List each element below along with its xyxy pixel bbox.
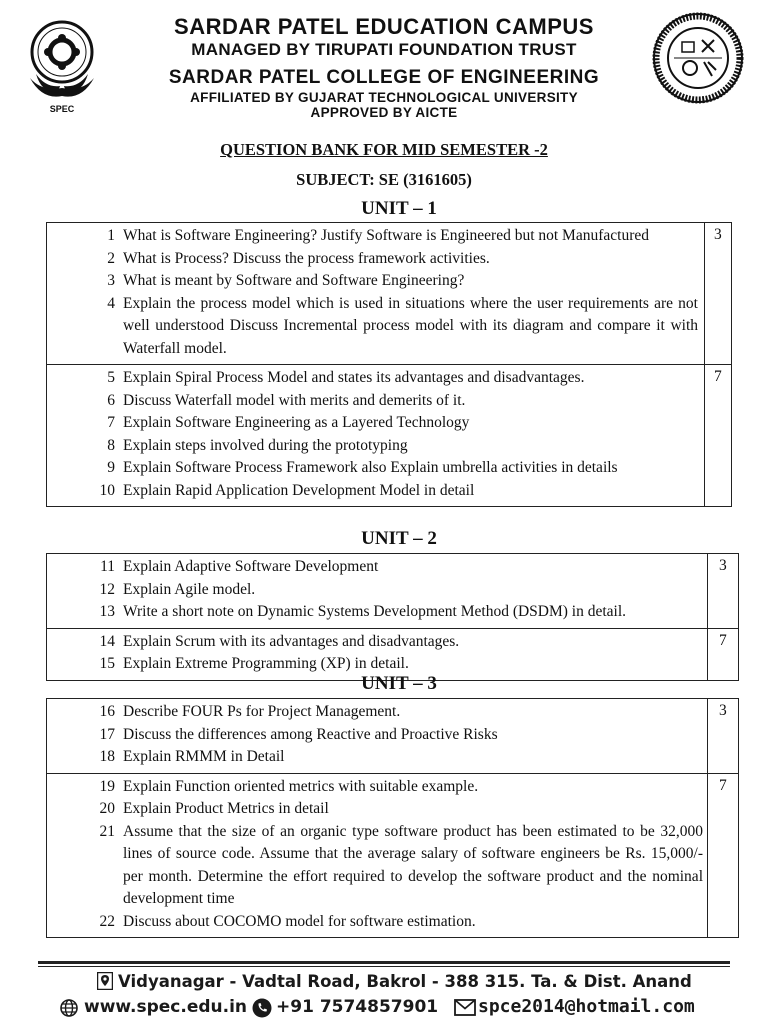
question-item (47, 724, 707, 747)
question-number: 7 (107, 414, 115, 431)
question-number: 18 (99, 748, 115, 765)
question-text: Explain Scrum with its advantages and disadvantages. (123, 632, 460, 650)
question-item (47, 631, 707, 654)
footer-divider-thin (38, 966, 730, 967)
table-row (47, 223, 732, 365)
question-item (47, 457, 704, 480)
question-text: Explain Software Engineering as a Layered Technology (123, 414, 470, 431)
question-number: 5 (107, 369, 115, 386)
subject-title: SUBJECT: SE (3161605) (296, 170, 472, 189)
unit-3-table (46, 698, 739, 938)
question-text: Explain Extreme Programming (XP) in detail. (123, 655, 409, 672)
footer-phone[interactable]: +91 7574857901 (276, 997, 439, 1017)
question-item (47, 601, 707, 624)
location-icon (97, 972, 113, 995)
question-item (47, 435, 704, 458)
footer-email[interactable]: spce2014@hotmail.com (478, 996, 695, 1017)
globe-icon (60, 999, 78, 1022)
unit-3-title: UNIT – 3 (361, 673, 437, 694)
question-number: 9 (107, 459, 115, 476)
question-item (47, 701, 707, 724)
question-text: Explain Adaptive Software Development (123, 558, 379, 575)
phone-icon (252, 998, 272, 1023)
approval: APPROVED BY AICTE (310, 105, 458, 120)
question-item (47, 367, 704, 390)
unit-2-table (46, 553, 739, 681)
unit-1-title: UNIT – 1 (361, 198, 437, 219)
question-item (47, 579, 707, 602)
question-text: Describe FOUR Ps for Project Management. (123, 703, 401, 720)
question-item (47, 798, 707, 821)
question-text: Explain Rapid Application Development Model in detail (123, 481, 475, 499)
question-number: 20 (99, 800, 115, 817)
mail-icon (454, 999, 476, 1021)
question-item (47, 293, 704, 361)
question-text: What is Process? Discuss the process framework activities. (123, 249, 490, 267)
question-number: 21 (99, 822, 115, 840)
question-number: 12 (99, 580, 115, 598)
question-number: 15 (99, 655, 115, 672)
question-number: 13 (99, 603, 115, 620)
question-text: Explain Agile model. (123, 580, 256, 598)
question-text: Discuss Waterfall model with merits and demerits of it. (123, 391, 466, 409)
trust-name: MANAGED BY TIRUPATI FOUNDATION TRUST (191, 40, 577, 59)
question-text: Explain RMMM in Detail (123, 748, 285, 765)
affiliation: AFFILIATED BY GUJARAT TECHNOLOGICAL UNIVERSITY (190, 90, 578, 105)
college-seal (652, 12, 744, 104)
marks-cell: 3 (707, 554, 738, 629)
question-item (47, 225, 704, 248)
question-number: 4 (107, 294, 115, 312)
question-number: 16 (99, 703, 115, 720)
table-row (47, 699, 739, 774)
table-row (47, 773, 739, 938)
question-number: 10 (99, 481, 115, 499)
question-number: 8 (107, 436, 115, 454)
question-number: 1 (107, 227, 115, 244)
page-title: QUESTION BANK FOR MID SEMESTER -2 (220, 140, 548, 159)
question-text: What is meant by Software and Software Engineering? (123, 272, 465, 289)
question-text: Explain Function oriented metrics with suitable example. (123, 777, 479, 795)
table-row (47, 554, 739, 629)
question-item (47, 390, 704, 413)
marks-cell: 7 (707, 773, 738, 938)
question-number: 19 (99, 777, 115, 795)
question-text: Explain steps involved during the prototyping (123, 436, 408, 454)
marks-cell: 7 (707, 628, 738, 680)
unit-1-table (46, 222, 732, 507)
footer-address: Vidyanagar - Vadtal Road, Bakrol - 388 315. Ta. & Dist. Anand (118, 972, 692, 991)
unit-2-title: UNIT – 2 (361, 528, 437, 549)
question-item (47, 412, 704, 435)
question-number: 6 (107, 391, 115, 409)
question-text: Discuss about COCOMO model for software estimation. (123, 912, 476, 930)
question-item (47, 911, 707, 934)
question-item (47, 248, 704, 271)
marks-cell: 3 (707, 699, 738, 774)
footer-website[interactable]: www.spec.edu.in (84, 997, 248, 1017)
marks-cell: 7 (704, 365, 731, 507)
table-row (47, 365, 732, 507)
question-item (47, 746, 707, 769)
question-number: 14 (99, 632, 115, 650)
question-number: 3 (107, 272, 115, 289)
question-number: 2 (107, 249, 115, 267)
question-text: Explain Product Metrics in detail (123, 800, 329, 817)
campus-name: SARDAR PATEL EDUCATION CAMPUS (174, 14, 594, 39)
question-item (47, 776, 707, 799)
question-text: Explain Software Process Framework also Explain umbrella activities in details (123, 459, 618, 476)
question-number: 11 (100, 558, 115, 575)
question-text: Explain Spiral Process Model and states its advantages and disadvantages. (123, 369, 585, 386)
question-text: Discuss the differences among Reactive and Proactive Risks (123, 725, 498, 743)
logo-left-text: SPEC (49, 104, 75, 114)
marks-cell: 3 (704, 223, 731, 365)
question-text: Assume that the size of an organic type software product has been estimated to be 32,000 lines of source code. Assume that the average salary of software engineers be Rs. 15,000/- per month. Determine the effort required to develop the software product and the nominal development time (123, 822, 703, 907)
question-item (47, 556, 707, 579)
question-item (47, 821, 707, 911)
footer-divider (38, 961, 730, 964)
spec-logo (22, 8, 102, 120)
question-text: Explain the process model which is used in situations where the user requirements are not well understood Discuss Incremental process model with its diagram and compare it with Waterfall model. (123, 294, 698, 357)
question-text: What is Software Engineering? Justify Software is Engineered but not Manufactured (123, 227, 649, 244)
college-name: SARDAR PATEL COLLEGE OF ENGINEERING (168, 67, 600, 88)
question-number: 22 (99, 912, 115, 930)
question-text: Write a short note on Dynamic Systems Development Method (DSDM) in detail. (123, 603, 627, 620)
question-item (47, 270, 704, 293)
question-item (47, 480, 704, 503)
question-number: 17 (99, 725, 115, 743)
